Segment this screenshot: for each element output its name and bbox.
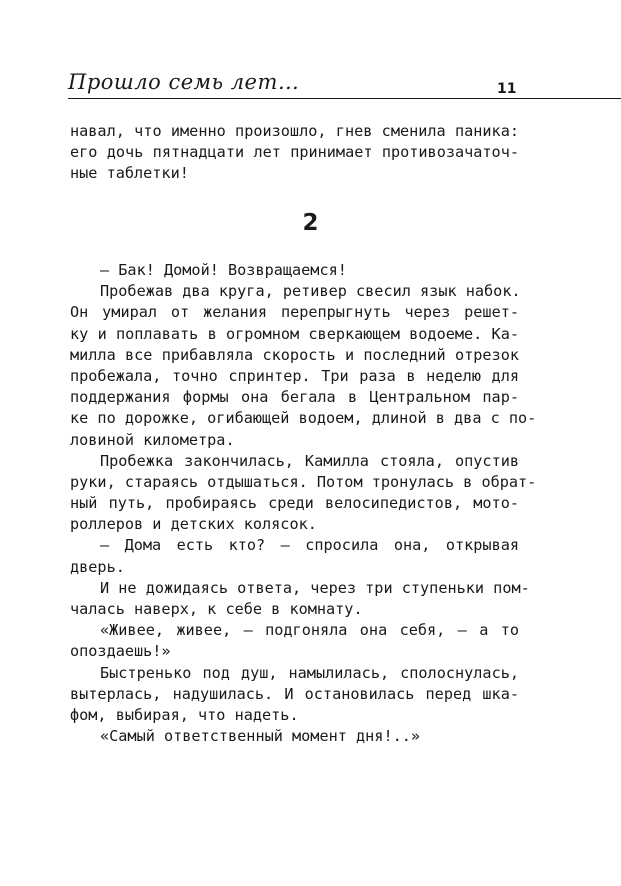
text-line: навал, что именно произошло, гнев сменила паника:: [70, 122, 519, 140]
text-line: вытерлась, надушилась. И остановилась перед шка-: [70, 684, 519, 703]
text-line: дверь.: [70, 557, 125, 576]
text-line: чалась наверх, к себе в комнату.: [70, 600, 363, 618]
chapter-number: 2: [302, 210, 319, 236]
text-line: поддержания формы она бегала в Центральном пар-: [70, 388, 519, 407]
text-line: ные таблетки!: [70, 164, 189, 183]
text-line: ку и поплавать в огромном сверкающем водоеме. Ка-: [70, 324, 519, 343]
text-line: Пробежав два круга, ретивер свесил язык набок.: [100, 282, 521, 301]
text-line: — Дома есть кто? — спросила она, открывая: [100, 536, 519, 555]
text-line: ке по дорожке, огибающей водоем, длиной в два с по-: [70, 409, 537, 428]
top-paragraph: [70, 121, 519, 185]
text-line: опоздаешь!»: [70, 642, 171, 661]
text-line: «Живее, живее, — подгоняла она себя, — а то: [100, 621, 519, 640]
text-line: ный путь, пробираясь среди велосипедистов, мото-: [70, 494, 519, 513]
text-line: фом, выбирая, что надеть.: [70, 705, 299, 724]
text-line: его дочь пятнадцати лет принимает противозачаточ-: [70, 143, 519, 162]
text-line: И не дожидаясь ответа, через три ступеньки пом-: [100, 578, 530, 597]
text-line: Быстренько под душ, намылилась, сполоснулась,: [100, 663, 519, 682]
text-line: милла все прибавляла скорость и последний отрезок: [70, 345, 519, 364]
running-head: [68, 70, 621, 100]
text-line: — Бак! Домой! Возвращаемся!: [100, 261, 347, 279]
chapter-body: [70, 260, 537, 747]
text-line: пробежала, точно спринтер. Три раза в неделю для: [70, 366, 519, 385]
text-line: руки, стараясь отдышаться. Потом тронулась в обрат-: [70, 472, 537, 491]
header-rule: [68, 98, 621, 99]
running-title: Прошло семь лет…: [68, 70, 300, 94]
text-line: Пробежка закончилась, Камилла стояла, опустив: [100, 451, 519, 470]
text-line: «Самый ответственный момент дня!..»: [100, 727, 421, 746]
text-line: роллеров и детских колясок.: [70, 515, 317, 534]
text-line: ловиной километра.: [70, 430, 235, 449]
page-number: 11: [497, 81, 517, 97]
text-line: Он умирал от желания перепрыгнуть через решет-: [70, 303, 519, 322]
